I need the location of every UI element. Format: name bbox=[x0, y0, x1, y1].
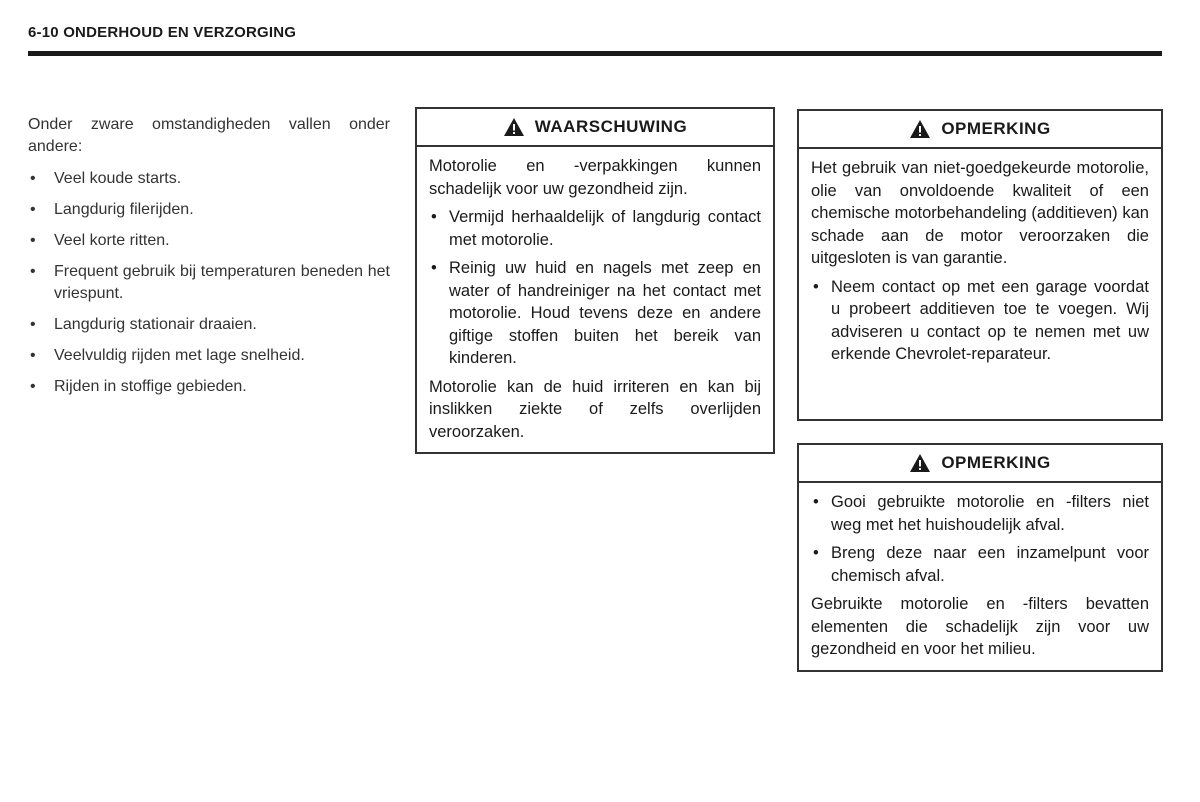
list-item: • Veel korte ritten. bbox=[28, 230, 390, 252]
note-list bbox=[811, 276, 1149, 366]
warning-triangle-icon bbox=[909, 453, 931, 473]
list-item: • Gooi gebruikte motorolie en -filters niet weg met het huishoudelijk afval. bbox=[811, 491, 1149, 536]
warning-list bbox=[429, 206, 761, 370]
warning-box-body bbox=[417, 147, 773, 455]
page-header: 6-10 ONDERHOUD EN VERZORGING bbox=[28, 24, 297, 41]
list-item: • Frequent gebruik bij temperaturen beneden het vriespunt. bbox=[28, 261, 390, 305]
list-item: • Rijden in stoffige gebieden. bbox=[28, 376, 390, 398]
note-box-title: OPMERKING bbox=[941, 119, 1051, 138]
conditions-list bbox=[28, 168, 390, 398]
header-rule bbox=[28, 51, 1162, 56]
note-paragraph: Gebruikte motorolie en -filters bevatten elementen die schadelijk zijn voor uw gezondheid en voor het milieu. bbox=[811, 595, 1149, 658]
intro-column bbox=[28, 114, 390, 407]
list-item: • Langdurig stationair draaien. bbox=[28, 314, 390, 336]
list-item: • Reinig uw huid en nagels met zeep en water of handreiniger na het contact met motorolie. Houd tevens deze en andere giftige stoffen buiten het bereik van kinderen. bbox=[429, 257, 761, 370]
list-item: • Vermijd herhaaldelijk of langdurig contact met motorolie. bbox=[429, 206, 761, 251]
list-item: • Veel koude starts. bbox=[28, 168, 390, 190]
warning-box-header bbox=[417, 109, 773, 147]
warning-triangle-icon bbox=[503, 117, 525, 137]
note-box-body bbox=[799, 149, 1161, 378]
warning-box bbox=[415, 107, 775, 454]
list-item: • Neem contact op met een garage voordat u probeert additieven toe te voegen. Wij adviseren u contact op te nemen met uw erkende Chevrolet-reparateur. bbox=[811, 276, 1149, 366]
note-box-title: OPMERKING bbox=[941, 453, 1051, 472]
note-box-header bbox=[799, 445, 1161, 483]
note-box bbox=[797, 109, 1163, 421]
warning-paragraph: Motorolie kan de huid irriteren en kan bij inslikken ziekte of zelfs overlijden veroorzaken. bbox=[429, 377, 761, 441]
note-paragraph: Het gebruik van niet-goedgekeurde motorolie, olie van onvoldoende kwaliteit of een chemische motorbehandeling (additieven) kan schade aan de motor veroorzaken die uitgesloten is van garantie. bbox=[811, 159, 1149, 267]
note-box bbox=[797, 443, 1163, 672]
list-item: • Breng deze naar een inzamelpunt voor chemisch afval. bbox=[811, 542, 1149, 587]
warning-paragraph: Motorolie en -verpakkingen kunnen schadelijk voor uw gezondheid zijn. bbox=[429, 157, 761, 198]
warning-triangle-icon bbox=[909, 119, 931, 139]
note-box-body bbox=[799, 483, 1161, 673]
note-list bbox=[811, 491, 1149, 587]
intro-text: Onder zware omstandigheden vallen onder andere: bbox=[28, 116, 390, 155]
warning-box-title: WAARSCHUWING bbox=[534, 117, 688, 136]
list-item: • Veelvuldig rijden met lage snelheid. bbox=[28, 345, 390, 367]
list-item: • Langdurig filerijden. bbox=[28, 199, 390, 221]
note-box-header bbox=[799, 111, 1161, 149]
